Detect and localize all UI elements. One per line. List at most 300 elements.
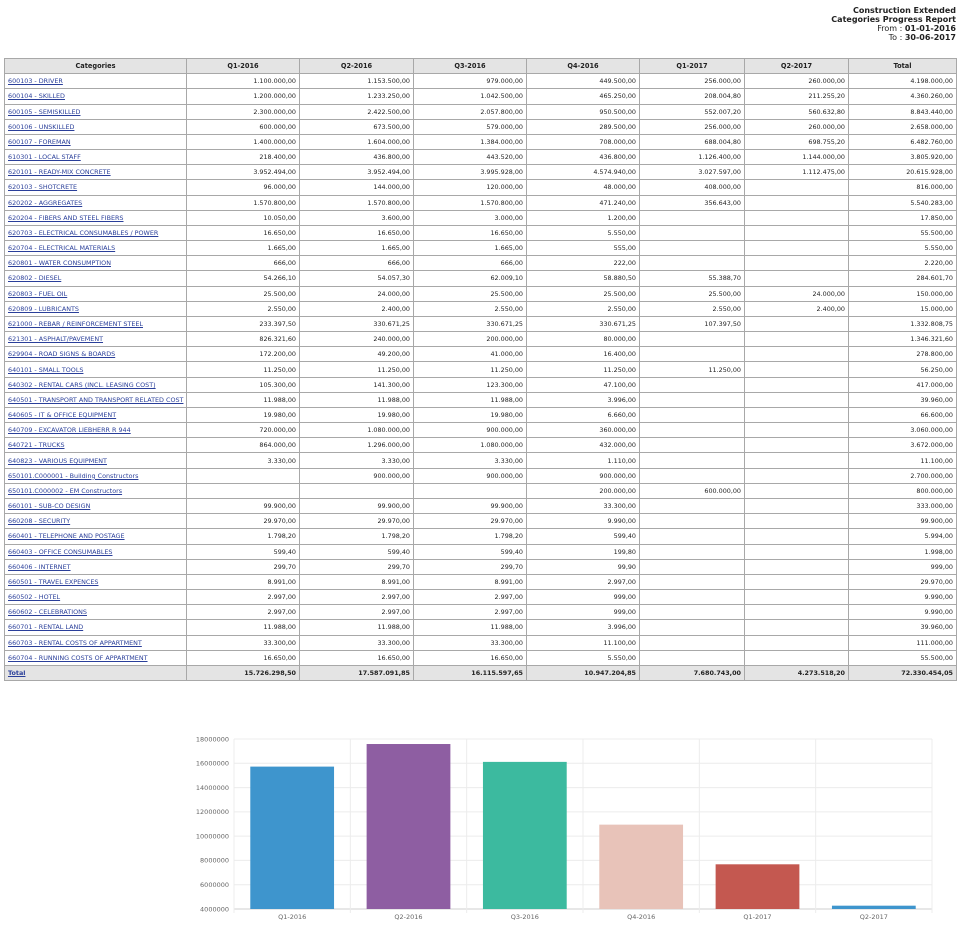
value-cell: 4.360.260,00 xyxy=(849,89,957,104)
value-cell: 105.300,00 xyxy=(187,377,300,392)
total-value-cell: 16.115.597,65 xyxy=(414,665,527,680)
table-row xyxy=(5,150,957,165)
value-cell: 16.650,00 xyxy=(300,225,414,240)
category-link[interactable]: 660403 - OFFICE CONSUMABLES xyxy=(8,547,113,556)
value-cell: 900.000,00 xyxy=(414,468,527,483)
value-cell: 19.980,00 xyxy=(300,407,414,422)
value-cell: 8.843.440,00 xyxy=(849,104,957,119)
value-cell: 20.615.928,00 xyxy=(849,165,957,180)
table-row xyxy=(5,225,957,240)
value-cell: 55.500,00 xyxy=(849,650,957,665)
value-cell: 900.000,00 xyxy=(300,468,414,483)
category-link[interactable]: 610301 - LOCAL STAFF xyxy=(8,153,81,162)
value-cell xyxy=(745,377,849,392)
value-cell xyxy=(745,316,849,331)
category-link[interactable]: 640605 - IT & OFFICE EQUIPMENT xyxy=(8,411,117,420)
category-link[interactable]: 640302 - RENTAL CARS (INCL. LEASING COST) xyxy=(8,380,156,389)
value-cell: 11.250,00 xyxy=(640,362,745,377)
table-row xyxy=(5,453,957,468)
table-row xyxy=(5,544,957,559)
category-cell xyxy=(5,241,187,256)
value-cell: 33.300,00 xyxy=(414,635,527,650)
value-cell: 5.540.283,00 xyxy=(849,195,957,210)
table-row xyxy=(5,271,957,286)
value-cell: 24.000,00 xyxy=(300,286,414,301)
category-cell xyxy=(5,377,187,392)
category-cell xyxy=(5,134,187,149)
category-cell xyxy=(5,605,187,620)
from-value: 01-01-2016 xyxy=(904,24,956,33)
value-cell: 1.296.000,00 xyxy=(300,438,414,453)
value-cell: 16.650,00 xyxy=(300,650,414,665)
value-cell: 864.000,00 xyxy=(187,438,300,453)
value-cell: 2.997,00 xyxy=(187,605,300,620)
category-link[interactable]: 600105 - SEMISKILLED xyxy=(8,107,81,116)
value-cell: 25.500,00 xyxy=(527,286,640,301)
table-row xyxy=(5,423,957,438)
value-cell: 3.805.920,00 xyxy=(849,150,957,165)
x-tick-label: Q4-2016 xyxy=(627,913,656,921)
category-link[interactable]: 660401 - TELEPHONE AND POSTAGE xyxy=(8,532,125,541)
value-cell: 49.200,00 xyxy=(300,347,414,362)
category-link[interactable]: 620204 - FIBERS AND STEEL FIBERS xyxy=(8,213,124,222)
value-cell xyxy=(745,529,849,544)
value-cell xyxy=(745,225,849,240)
table-row xyxy=(5,165,957,180)
value-cell: 1.604.000,00 xyxy=(300,134,414,149)
table-row xyxy=(5,514,957,529)
value-cell: 16.650,00 xyxy=(187,650,300,665)
x-tick-label: Q2-2017 xyxy=(859,913,888,921)
category-cell xyxy=(5,256,187,271)
value-cell xyxy=(187,483,300,498)
category-link[interactable]: 629904 - ROAD SIGNS & BOARDS xyxy=(8,350,116,359)
category-cell xyxy=(5,635,187,650)
value-cell: 256.000,00 xyxy=(640,119,745,134)
value-cell: 1.570.800,00 xyxy=(187,195,300,210)
column-header-q1-2017: Q1-2017 xyxy=(640,59,745,74)
value-cell: 600.000,00 xyxy=(640,483,745,498)
value-cell xyxy=(745,498,849,513)
value-cell: 41.000,00 xyxy=(414,347,527,362)
value-cell: 222,00 xyxy=(527,256,640,271)
value-cell: 1.798,20 xyxy=(187,529,300,544)
value-cell: 299,70 xyxy=(300,559,414,574)
value-cell xyxy=(745,180,849,195)
y-axis-ticks xyxy=(196,735,229,913)
value-cell xyxy=(745,483,849,498)
table-row xyxy=(5,438,957,453)
category-cell xyxy=(5,438,187,453)
value-cell: 47.100,00 xyxy=(527,377,640,392)
table-row xyxy=(5,134,957,149)
value-cell xyxy=(745,332,849,347)
category-link[interactable]: 620103 - SHOTCRETE xyxy=(8,183,78,192)
category-cell xyxy=(5,74,187,89)
value-cell: 900.000,00 xyxy=(527,468,640,483)
table-row xyxy=(5,392,957,407)
value-cell: 111.000,00 xyxy=(849,635,957,650)
value-cell: 11.100,00 xyxy=(849,453,957,468)
value-cell: 5.994,00 xyxy=(849,529,957,544)
category-cell xyxy=(5,392,187,407)
value-cell: 2.997,00 xyxy=(187,590,300,605)
x-tick-label: Q1-2017 xyxy=(743,913,772,921)
total-row xyxy=(5,665,957,680)
value-cell xyxy=(745,590,849,605)
total-value-cell: 7.680.743,00 xyxy=(640,665,745,680)
value-cell xyxy=(745,514,849,529)
value-cell xyxy=(414,483,527,498)
column-header-q4-2016: Q4-2016 xyxy=(527,59,640,74)
value-cell xyxy=(745,195,849,210)
value-cell xyxy=(745,453,849,468)
category-link[interactable]: 620801 - WATER CONSUMPTION xyxy=(8,259,111,268)
value-cell: 62.009,10 xyxy=(414,271,527,286)
value-cell: 278.800,00 xyxy=(849,347,957,362)
value-cell: 260.000,00 xyxy=(745,119,849,134)
category-cell xyxy=(5,225,187,240)
category-cell xyxy=(5,514,187,529)
value-cell: 599,40 xyxy=(414,544,527,559)
value-cell: 39.960,00 xyxy=(849,620,957,635)
value-cell: 688.004,80 xyxy=(640,134,745,149)
value-cell: 465.250,00 xyxy=(527,89,640,104)
category-link[interactable]: 660208 - SECURITY xyxy=(8,517,71,526)
category-cell xyxy=(5,483,187,498)
category-link[interactable]: 650101.C000002 - EM Constructors xyxy=(8,486,123,495)
category-link[interactable]: 620704 - ELECTRICAL MATERIALS xyxy=(8,244,116,253)
value-cell: 2.550,00 xyxy=(414,301,527,316)
value-cell: 284.601,70 xyxy=(849,271,957,286)
category-link[interactable]: 660602 - CELEBRATIONS xyxy=(8,608,87,617)
value-cell: 289.500,00 xyxy=(527,119,640,134)
value-cell: 5.550,00 xyxy=(527,225,640,240)
bar-chart-svg xyxy=(0,732,960,925)
value-cell: 11.988,00 xyxy=(300,392,414,407)
value-cell xyxy=(745,407,849,422)
value-cell: 16.400,00 xyxy=(527,347,640,362)
value-cell: 673.500,00 xyxy=(300,119,414,134)
value-cell: 2.700.000,00 xyxy=(849,468,957,483)
value-cell: 2.550,00 xyxy=(640,301,745,316)
value-cell xyxy=(640,529,745,544)
value-cell: 552.007,20 xyxy=(640,104,745,119)
category-cell xyxy=(5,104,187,119)
value-cell: 29.970,00 xyxy=(414,514,527,529)
table-row xyxy=(5,605,957,620)
quarterly-bar-chart xyxy=(0,732,960,925)
value-cell: 2.997,00 xyxy=(300,605,414,620)
category-link[interactable]: 620803 - FUEL OIL xyxy=(8,289,68,298)
value-cell: 3.600,00 xyxy=(300,210,414,225)
category-link[interactable]: 660704 - RUNNING COSTS OF APPARTMENT xyxy=(8,653,148,662)
value-cell: 260.000,00 xyxy=(745,74,849,89)
report-date-from xyxy=(831,24,956,33)
value-cell: 3.952.494,00 xyxy=(300,165,414,180)
bar-q2-2016[interactable] xyxy=(367,744,451,909)
value-cell: 8.991,00 xyxy=(414,574,527,589)
value-cell: 8.991,00 xyxy=(300,574,414,589)
value-cell: 99.900,00 xyxy=(849,514,957,529)
value-cell: 579.000,00 xyxy=(414,119,527,134)
value-cell: 408.000,00 xyxy=(640,180,745,195)
value-cell: 199,80 xyxy=(527,544,640,559)
value-cell: 54.057,30 xyxy=(300,271,414,286)
category-link[interactable]: 600104 - SKILLED xyxy=(8,92,65,101)
total-link[interactable]: Total xyxy=(8,668,26,677)
category-link[interactable]: 620101 - READY-MIX CONCRETE xyxy=(8,168,111,177)
value-cell: 3.995.928,00 xyxy=(414,165,527,180)
value-cell: 1.346.321,60 xyxy=(849,332,957,347)
value-cell xyxy=(745,392,849,407)
value-cell: 950.500,00 xyxy=(527,104,640,119)
value-cell: 1.144.000,00 xyxy=(745,150,849,165)
value-cell xyxy=(640,635,745,650)
value-cell: 2.550,00 xyxy=(527,301,640,316)
value-cell: 816.000,00 xyxy=(849,180,957,195)
value-cell: 1.112.475,00 xyxy=(745,165,849,180)
value-cell: 1.153.500,00 xyxy=(300,74,414,89)
bar-q1-2016[interactable] xyxy=(250,767,334,909)
category-link[interactable]: 660701 - RENTAL LAND xyxy=(8,623,84,632)
value-cell: 56.250,00 xyxy=(849,362,957,377)
value-cell: 9.990,00 xyxy=(849,590,957,605)
table-row xyxy=(5,559,957,574)
category-cell xyxy=(5,332,187,347)
value-cell xyxy=(745,468,849,483)
value-cell: 1.400.000,00 xyxy=(187,134,300,149)
category-link[interactable]: 650101.C000001 - Building Constructors xyxy=(8,471,139,480)
category-cell xyxy=(5,559,187,574)
bar-q3-2016[interactable] xyxy=(483,762,567,909)
value-cell xyxy=(640,241,745,256)
value-cell: 107.397,50 xyxy=(640,316,745,331)
value-cell xyxy=(745,544,849,559)
value-cell: 9.990,00 xyxy=(849,605,957,620)
value-cell xyxy=(640,574,745,589)
table-row xyxy=(5,362,957,377)
category-link[interactable]: 660101 - SUB-CO DESIGN xyxy=(8,502,91,511)
value-cell xyxy=(640,423,745,438)
value-cell: 800.000,00 xyxy=(849,483,957,498)
table-row xyxy=(5,498,957,513)
x-axis-ticks xyxy=(278,913,888,921)
table-row xyxy=(5,347,957,362)
value-cell: 33.300,00 xyxy=(300,635,414,650)
value-cell: 1.570.800,00 xyxy=(300,195,414,210)
category-cell xyxy=(5,180,187,195)
category-cell xyxy=(5,347,187,362)
value-cell xyxy=(187,468,300,483)
value-cell: 1.570.800,00 xyxy=(414,195,527,210)
value-cell xyxy=(640,498,745,513)
total-label-cell xyxy=(5,665,187,680)
column-header-q3-2016: Q3-2016 xyxy=(414,59,527,74)
table-row xyxy=(5,210,957,225)
value-cell: 6.482.760,00 xyxy=(849,134,957,149)
value-cell: 99.900,00 xyxy=(300,498,414,513)
total-value-cell: 4.273.518,20 xyxy=(745,665,849,680)
value-cell: 826.321,60 xyxy=(187,332,300,347)
value-cell: 1.126.400,00 xyxy=(640,150,745,165)
y-tick-label: 6000000 xyxy=(200,881,229,890)
column-header-q2-2017: Q2-2017 xyxy=(745,59,849,74)
value-cell xyxy=(640,468,745,483)
table-row xyxy=(5,241,957,256)
category-link[interactable]: 640501 - TRANSPORT AND TRANSPORT RELATED COST xyxy=(8,395,184,404)
category-cell xyxy=(5,89,187,104)
value-cell: 19.980,00 xyxy=(187,407,300,422)
table-row xyxy=(5,74,957,89)
category-link[interactable]: 621000 - REBAR / REINFORCEMENT STEEL xyxy=(8,320,143,328)
category-link[interactable]: 640721 - TRUCKS xyxy=(8,441,65,450)
value-cell: 29.970,00 xyxy=(849,574,957,589)
value-cell: 55.388,70 xyxy=(640,271,745,286)
value-cell: 3.060.000,00 xyxy=(849,423,957,438)
value-cell: 172.200,00 xyxy=(187,347,300,362)
category-cell xyxy=(5,210,187,225)
value-cell: 1.798,20 xyxy=(300,529,414,544)
value-cell: 48.000,00 xyxy=(527,180,640,195)
value-cell: 666,00 xyxy=(414,256,527,271)
value-cell: 16.650,00 xyxy=(414,225,527,240)
table-row xyxy=(5,407,957,422)
value-cell: 2.057.800,00 xyxy=(414,104,527,119)
value-cell xyxy=(745,347,849,362)
total-value-cell: 72.330.454,05 xyxy=(849,665,957,680)
value-cell: 1.233.250,00 xyxy=(300,89,414,104)
category-cell xyxy=(5,301,187,316)
value-cell: 9.990,00 xyxy=(527,514,640,529)
category-link[interactable]: 621301 - ASPHALT/PAVEMENT xyxy=(8,335,104,344)
report-date-to xyxy=(831,33,956,42)
category-cell xyxy=(5,620,187,635)
category-cell xyxy=(5,286,187,301)
category-link[interactable]: 660501 - TRAVEL EXPENCES xyxy=(8,577,99,586)
value-cell: 720.000,00 xyxy=(187,423,300,438)
category-link[interactable]: 600103 - DRIVER xyxy=(8,77,63,86)
categories-progress-table xyxy=(4,58,957,681)
value-cell: 432.000,00 xyxy=(527,438,640,453)
category-link[interactable]: 620202 - AGGREGATES xyxy=(8,198,83,207)
value-cell: 8.991,00 xyxy=(187,574,300,589)
y-tick-label: 10000000 xyxy=(195,832,229,841)
category-link[interactable]: 620802 - DIESEL xyxy=(8,274,62,283)
value-cell: 555,00 xyxy=(527,241,640,256)
table-row xyxy=(5,286,957,301)
value-cell: 141.300,00 xyxy=(300,377,414,392)
value-cell: 449.500,00 xyxy=(527,74,640,89)
value-cell: 58.880,50 xyxy=(527,271,640,286)
value-cell: 1.080.000,00 xyxy=(414,438,527,453)
value-cell: 436.800,00 xyxy=(300,150,414,165)
value-cell: 25.500,00 xyxy=(640,286,745,301)
value-cell xyxy=(745,559,849,574)
value-cell: 218.400,00 xyxy=(187,150,300,165)
category-cell xyxy=(5,574,187,589)
value-cell: 2.997,00 xyxy=(414,605,527,620)
value-cell xyxy=(745,650,849,665)
value-cell xyxy=(745,210,849,225)
value-cell: 999,00 xyxy=(527,605,640,620)
value-cell: 3.027.597,00 xyxy=(640,165,745,180)
to-value: 30-06-2017 xyxy=(904,33,956,42)
value-cell xyxy=(300,483,414,498)
value-cell: 299,70 xyxy=(187,559,300,574)
table-body xyxy=(5,74,957,681)
category-link[interactable]: 640823 - VARIOUS EQUIPMENT xyxy=(8,456,107,465)
category-link[interactable]: 600106 - UNSKILLED xyxy=(8,122,75,131)
value-cell: 39.960,00 xyxy=(849,392,957,407)
table-row xyxy=(5,89,957,104)
category-cell xyxy=(5,453,187,468)
category-cell xyxy=(5,195,187,210)
category-link[interactable]: 660703 - RENTAL COSTS OF APPARTMENT xyxy=(8,638,142,647)
table-row xyxy=(5,620,957,635)
value-cell: 3.672.000,00 xyxy=(849,438,957,453)
table-row xyxy=(5,635,957,650)
y-tick-label: 12000000 xyxy=(195,808,229,817)
value-cell xyxy=(745,438,849,453)
value-cell: 1.665,00 xyxy=(187,241,300,256)
category-link[interactable]: 640709 - EXCAVATOR LIEBHERR R 944 xyxy=(8,426,131,435)
value-cell: 599,40 xyxy=(300,544,414,559)
value-cell: 1.042.500,00 xyxy=(414,89,527,104)
value-cell: 356.643,00 xyxy=(640,195,745,210)
value-cell: 900.000,00 xyxy=(414,423,527,438)
bar-q4-2016[interactable] xyxy=(599,825,683,909)
value-cell: 999,00 xyxy=(849,559,957,574)
value-cell: 256.000,00 xyxy=(640,74,745,89)
category-link[interactable]: 600107 - FOREMAN xyxy=(8,137,71,146)
value-cell: 2.997,00 xyxy=(414,590,527,605)
category-link[interactable]: 660502 - HOTEL xyxy=(8,593,61,602)
category-link[interactable]: 640101 - SMALL TOOLS xyxy=(8,365,84,374)
value-cell: 55.500,00 xyxy=(849,225,957,240)
report-subtitle: Categories Progress Report xyxy=(831,15,956,24)
value-cell: 11.250,00 xyxy=(527,362,640,377)
value-cell: 1.110,00 xyxy=(527,453,640,468)
value-cell: 16.650,00 xyxy=(414,650,527,665)
report-header xyxy=(831,6,956,42)
column-header-categories: Categories xyxy=(5,59,187,74)
bar-q1-2017[interactable] xyxy=(716,864,800,909)
value-cell: 25.500,00 xyxy=(414,286,527,301)
value-cell: 1.100.000,00 xyxy=(187,74,300,89)
table-row xyxy=(5,574,957,589)
y-tick-label: 8000000 xyxy=(200,856,229,865)
table-row xyxy=(5,316,957,331)
category-link[interactable]: 620809 - LUBRICANTS xyxy=(8,304,79,313)
column-header-q1-2016: Q1-2016 xyxy=(187,59,300,74)
value-cell: 600.000,00 xyxy=(187,119,300,134)
table-row xyxy=(5,180,957,195)
table-row xyxy=(5,104,957,119)
bar-q2-2017[interactable] xyxy=(832,906,916,909)
value-cell: 33.300,00 xyxy=(187,635,300,650)
value-cell xyxy=(745,635,849,650)
category-link[interactable]: 660406 - INTERNET xyxy=(8,562,71,571)
category-link[interactable]: 620703 - ELECTRICAL CONSUMABLES / POWER xyxy=(8,228,159,237)
value-cell: 2.400,00 xyxy=(300,301,414,316)
value-cell: 10.050,00 xyxy=(187,210,300,225)
table-row xyxy=(5,468,957,483)
chart-grid xyxy=(234,739,932,913)
value-cell: 29.970,00 xyxy=(300,514,414,529)
value-cell: 599,40 xyxy=(527,529,640,544)
value-cell: 560.632,80 xyxy=(745,104,849,119)
